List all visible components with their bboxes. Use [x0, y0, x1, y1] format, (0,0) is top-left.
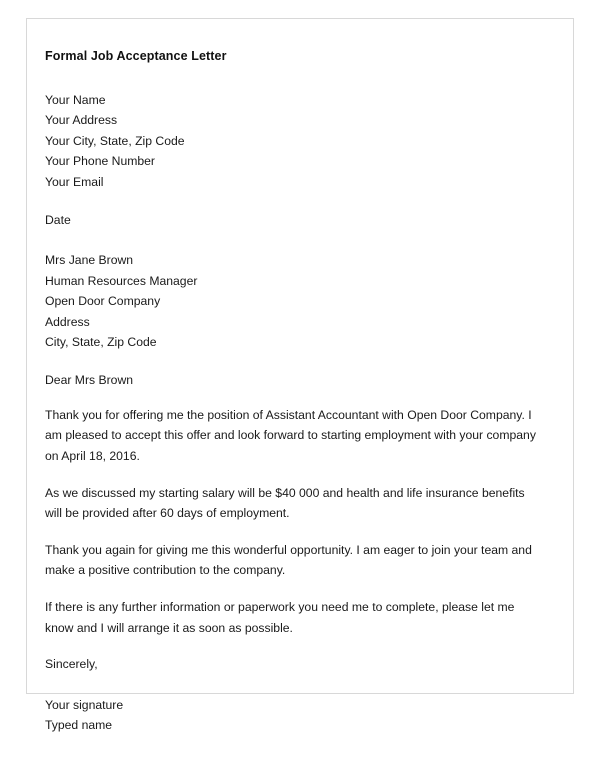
recipient-line: Mrs Jane Brown [45, 253, 134, 268]
sender-line: Your Email [45, 174, 104, 189]
body-paragraph: As we discussed my starting salary will be $40 000 and health and life insurance benefits will be provided after 60 days of employment. [45, 485, 525, 521]
signature-line: Your signature [45, 697, 124, 712]
closing: Sincerely, [45, 657, 98, 672]
sender-line: Your City, State, Zip Code [45, 133, 185, 148]
recipient-address-block [45, 250, 543, 352]
body-paragraph: Thank you again for giving me this wonderful opportunity. I am eager to join your team and make a positive contribution to the company. [45, 542, 532, 578]
body-paragraph: Thank you for offering me the position of Assistant Accountant with Open Door Company. I am pleased to accept this offer and look forward to starting employment with your company on April 18, 2016. [45, 407, 536, 464]
recipient-line: Address [45, 314, 90, 329]
date-line: Date [45, 213, 71, 228]
recipient-line: Human Resources Manager [45, 273, 198, 288]
salutation: Dear Mrs Brown [45, 373, 134, 388]
sender-address-block [45, 90, 543, 192]
sender-line: Your Phone Number [45, 154, 155, 169]
date-block [45, 210, 543, 230]
signature-block [45, 695, 543, 736]
body-paragraph: If there is any further information or paperwork you need me to complete, please let me know and I will arrange it as soon as possible. [45, 600, 515, 635]
letter-body [27, 19, 573, 773]
typed-name-line: Typed name [45, 718, 113, 733]
page-title: Formal Job Acceptance Letter [45, 49, 227, 63]
recipient-line: Open Door Company [45, 294, 161, 309]
sender-line: Your Name [45, 93, 106, 107]
recipient-line: City, State, Zip Code [45, 335, 157, 350]
sender-line: Your Address [45, 113, 118, 128]
letter-sheet [26, 18, 574, 733]
